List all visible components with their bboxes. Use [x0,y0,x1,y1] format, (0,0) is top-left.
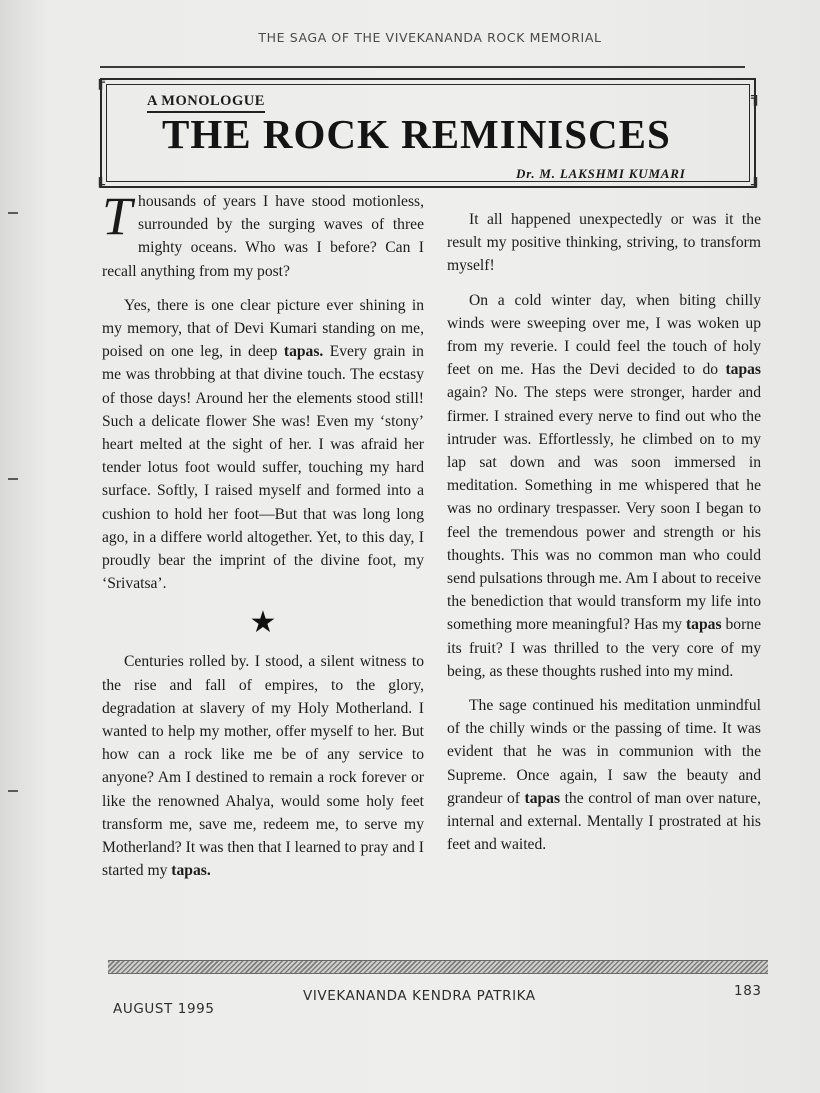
corner-ornament-icon: ╚ [96,177,106,195]
star-divider-icon: ★ [249,605,277,641]
footer-magazine-name: VIVEKANANDA KENDRA PATRIKA [303,988,536,1004]
drop-cap: T [102,186,133,246]
footer-hatch-rule [108,960,768,974]
paragraph: On a cold winter day, when biting chilly winds were sweeping over me, I was woken up from my reverie. I could feel the touch of holy feet on me. Has the Devi decided to do tapas again? No. The steps were stronger, harder and firmer. I strained every nerve to find out who the intruder was. Effortlessly, he climbed on to my lap sat down and was soon immersed in meditation. Something in me whispered that he was no ordinary trespasser. Very soon I began to feel the tremendous power and strength or his thoughts. This was no common man who could send pulsations through me. Am I about to receive the benediction that would transform my life into something more meaningful? Has my tapas borne its fruit? I was thrilled to the very core of my being, as these thoughts rushed into my mind. [447,291,761,680]
article-kicker: A MONOLOGUE [147,93,265,113]
page-number: 183 [734,983,762,999]
paragraph: Thousands of years I have stood motionless, surrounded by the surging waves of three mighty oceans. Who was I before? Can I recall anything from my post? [102,186,424,280]
margin-mark [8,212,18,214]
margin-mark [8,478,18,480]
corner-ornament-icon: ╗ [750,88,760,106]
paragraph: The sage continued his meditation unmindful of the chilly winds or the passing of time. It was evident that he was in communion with the Supreme. Once again, I saw the beauty and grandeur of tapas the control of man over nature, internal and external. Mentally I prostrated at his feet and waited. [447,697,761,854]
paragraph: Centuries rolled by. I stood, a silent witness to the rise and fall of empires, to the glory, degradation at slavery of my Holy Motherland. I wanted to help my mother, offer myself to her. But how can a rock like me be of any service to anyone? Am I destined to remain a rock forever or like the renowned Ahalya, would some holy feet transform me, save me, redeem me, to serve my Motherland? It was then that I learned to pray and I started my tapas. [102,653,424,880]
header-rule [100,66,745,68]
corner-ornament-icon: ╝ [750,177,760,195]
paragraph: It all happened unexpectedly or was it the result my positive thinking, striving, to transform myself! [447,211,761,275]
article-author: Dr. M. LAKSHMI KUMARI [516,166,686,181]
article-title: THE ROCK REMINISCES [162,111,671,157]
running-head: THE SAGA OF THE VIVEKANANDA ROCK MEMORIAL [258,30,602,45]
paragraph: Yes, there is one clear picture ever shining in my memory, that of Devi Kumari standing on me, poised on one leg, in deep tapas. Every grain in me was throbbing at that divine touch. The ecstasy of those days! Around her the elements stood still! Such a delicate flower She was! Even my ‘stony’ heart melted at the sight of her. I was afraid her tender lotus foot would suffer, touching my hard surface. Softly, I raised myself and formed into a cushion to hold her foot—But that was long long ago, in a differe world altogether. Yet, to this day, I proudly bear the imprint of the divine foot, my ‘Srivatsa’. [102,296,424,593]
footer-date: AUGUST 1995 [113,1001,215,1017]
margin-mark [8,790,18,792]
corner-ornament-icon: ╔ [96,72,106,90]
right-column [447,208,761,867]
left-column [102,186,424,893]
